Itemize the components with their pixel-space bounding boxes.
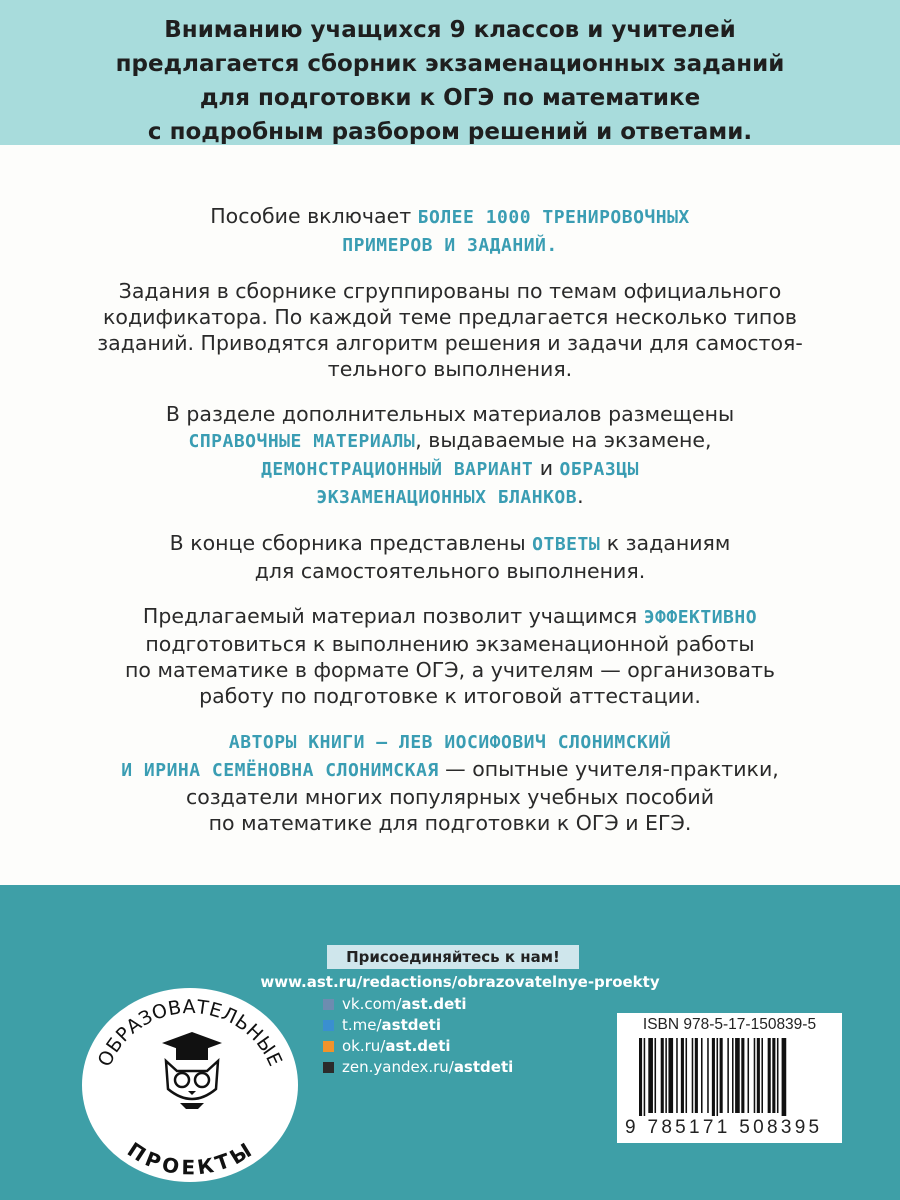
highlight-text: БОЛЕЕ 1000 ТРЕНИРОВОЧНЫХ xyxy=(417,207,690,228)
header-line: с подробным разбором решений и ответами. xyxy=(147,119,753,145)
barcode-bar xyxy=(720,1038,723,1113)
barcode-bar xyxy=(692,1038,694,1113)
barcode-bar xyxy=(782,1038,787,1116)
social-handle: astdeti xyxy=(381,1016,441,1034)
social-handle: ast.deti xyxy=(401,995,467,1013)
barcode-bar xyxy=(727,1038,729,1113)
barcode-bar xyxy=(648,1038,653,1113)
body-text: к заданиям xyxy=(600,531,731,555)
text-line xyxy=(0,356,900,382)
body-text: и xyxy=(533,456,560,480)
barcode-bar xyxy=(639,1038,642,1116)
text-line xyxy=(0,427,900,455)
barcode-bar xyxy=(757,1038,760,1113)
body-text: создатели многих популярных учебных пособий xyxy=(185,785,715,809)
paragraph xyxy=(0,278,900,382)
highlight-text: ДЕМОНСТРАЦИОННЫЙ ВАРИАНТ xyxy=(261,459,534,480)
barcode-bar xyxy=(748,1038,750,1113)
barcode-bar xyxy=(712,1038,715,1116)
text-line xyxy=(0,304,900,330)
paragraph xyxy=(0,530,900,584)
barcode-bar xyxy=(754,1038,756,1113)
text-line xyxy=(0,455,900,483)
body-text: работу по подготовке к итоговой аттестации. xyxy=(199,684,701,708)
isbn-text: ISBN 978-5-17-150839-5 xyxy=(642,1016,817,1033)
publisher-logo xyxy=(80,985,300,1185)
join-us-label: Присоединяйтесь к нам! xyxy=(327,945,579,969)
highlight-text: И ИРИНА СЕМЁНОВНА СЛОНИМСКАЯ xyxy=(121,760,439,781)
body-text: Задания в сборнике сгруппированы по темам официального xyxy=(118,279,782,303)
barcode-bar xyxy=(768,1038,771,1113)
text-line xyxy=(0,728,900,756)
social-prefix: t.me/ xyxy=(342,1016,382,1034)
social-prefix: zen.yandex.ru/ xyxy=(342,1058,454,1076)
body-text: Предлагаемый материал позволит учащимся xyxy=(142,604,644,628)
barcode-bar xyxy=(732,1038,734,1113)
body-text: подготовиться к выполнению экзаменационной работы xyxy=(145,632,755,656)
body-text: заданий. Приводятся алгоритм решения и задачи для самостоя- xyxy=(97,331,803,355)
highlight-text: ОБРАЗЦЫ xyxy=(559,459,639,480)
barcode-bar xyxy=(644,1038,646,1116)
body-text: Пособие включает xyxy=(210,204,418,228)
text-line xyxy=(0,631,900,657)
paragraph xyxy=(0,401,900,511)
paragraph xyxy=(0,603,900,709)
social-handle: ast.deti xyxy=(385,1037,451,1055)
text-line xyxy=(0,530,900,558)
paragraph xyxy=(0,203,900,259)
logo-top-text: ОБРАЗОВАТЕЛЬНЫЕ xyxy=(93,995,287,1071)
header-text xyxy=(0,13,900,149)
body-text: — опытные учителя-практики, xyxy=(438,757,779,781)
body-text: , выдаваемые на экзамене, xyxy=(415,428,712,452)
barcode-bar xyxy=(695,1038,698,1113)
text-line xyxy=(0,784,900,810)
header-line: для подготовки к ОГЭ по математике xyxy=(199,85,701,111)
barcode-bar xyxy=(772,1038,775,1113)
social-prefix: vk.com/ xyxy=(342,995,402,1013)
text-line xyxy=(0,756,900,784)
text-line xyxy=(0,330,900,356)
highlight-text: ПРИМЕРОВ И ЗАДАНИЙ. xyxy=(342,235,558,256)
header-line: предлагается сборник экзаменационных заданий xyxy=(115,51,785,77)
barcode-bar xyxy=(701,1038,703,1113)
barcode-bar xyxy=(717,1038,719,1116)
social-link[interactable] xyxy=(323,1057,513,1078)
social-link[interactable] xyxy=(323,1036,513,1057)
barcode-bar xyxy=(707,1038,709,1113)
barcode-bar xyxy=(661,1038,664,1113)
text-line xyxy=(0,203,900,231)
barcode-box xyxy=(617,1013,842,1143)
barcode-bar xyxy=(655,1038,657,1113)
text-line xyxy=(0,231,900,259)
barcode-bar xyxy=(761,1038,763,1113)
barcode-bar xyxy=(777,1038,779,1113)
social-link[interactable] xyxy=(323,994,513,1015)
body-text: кодификатора. По каждой теме предлагается несколько типов xyxy=(103,305,797,329)
odnoklassniki-icon xyxy=(323,1041,334,1052)
header-band xyxy=(0,0,900,145)
paragraph xyxy=(0,728,900,836)
social-link[interactable] xyxy=(323,1015,513,1036)
highlight-text: ЭФФЕКТИВНО xyxy=(643,607,758,628)
text-line xyxy=(0,558,900,584)
text-line xyxy=(0,401,900,427)
social-prefix: ok.ru/ xyxy=(342,1037,386,1055)
description-body xyxy=(0,203,900,836)
barcode-bar xyxy=(668,1038,673,1113)
body-text: по математике для подготовки к ОГЭ и ЕГЭ. xyxy=(208,811,692,835)
barcode-bar xyxy=(686,1038,688,1113)
text-line xyxy=(0,683,900,709)
highlight-text: АВТОРЫ КНИГИ — ЛЕВ ИОСИФОВИЧ СЛОНИМСКИЙ xyxy=(228,732,672,753)
text-line xyxy=(0,278,900,304)
social-links xyxy=(323,994,513,1078)
text-line xyxy=(0,810,900,836)
text-line xyxy=(0,483,900,511)
ean-number: 9 785171 508395 xyxy=(625,1117,823,1138)
body-text: по математике в формате ОГЭ, а учителям — организовать xyxy=(125,658,775,682)
highlight-text: СПРАВОЧНЫЕ МАТЕРИАЛЫ xyxy=(188,431,416,452)
barcode-bar xyxy=(681,1038,684,1113)
body-text: В разделе дополнительных материалов размещены xyxy=(165,402,735,426)
barcode-bar xyxy=(735,1038,740,1113)
body-text: для самостоятельного выполнения. xyxy=(254,559,646,583)
barcode-bar xyxy=(676,1038,678,1113)
highlight-text: ОТВЕТЫ xyxy=(532,534,601,555)
header-line: Вниманию учащихся 9 классов и учителей xyxy=(164,17,736,43)
vk-icon xyxy=(323,999,334,1010)
body-text: . xyxy=(577,484,584,508)
zen-icon xyxy=(323,1062,334,1073)
social-handle: astdeti xyxy=(453,1058,514,1076)
telegram-icon xyxy=(323,1020,334,1031)
body-text: тельного выполнения. xyxy=(327,357,573,381)
logo-bottom-text: ПРОЕКТЫ xyxy=(123,1137,257,1180)
highlight-text: ЭКЗАМЕНАЦИОННЫХ БЛАНКОВ xyxy=(316,487,578,508)
text-line xyxy=(0,603,900,631)
barcode-bar xyxy=(741,1038,744,1113)
text-line xyxy=(0,657,900,683)
website-link[interactable]: www.ast.ru/redactions/obrazovatelnye-proekty xyxy=(260,973,660,991)
body-text: В конце сборника представлены xyxy=(169,531,533,555)
barcode-bar xyxy=(665,1038,667,1113)
